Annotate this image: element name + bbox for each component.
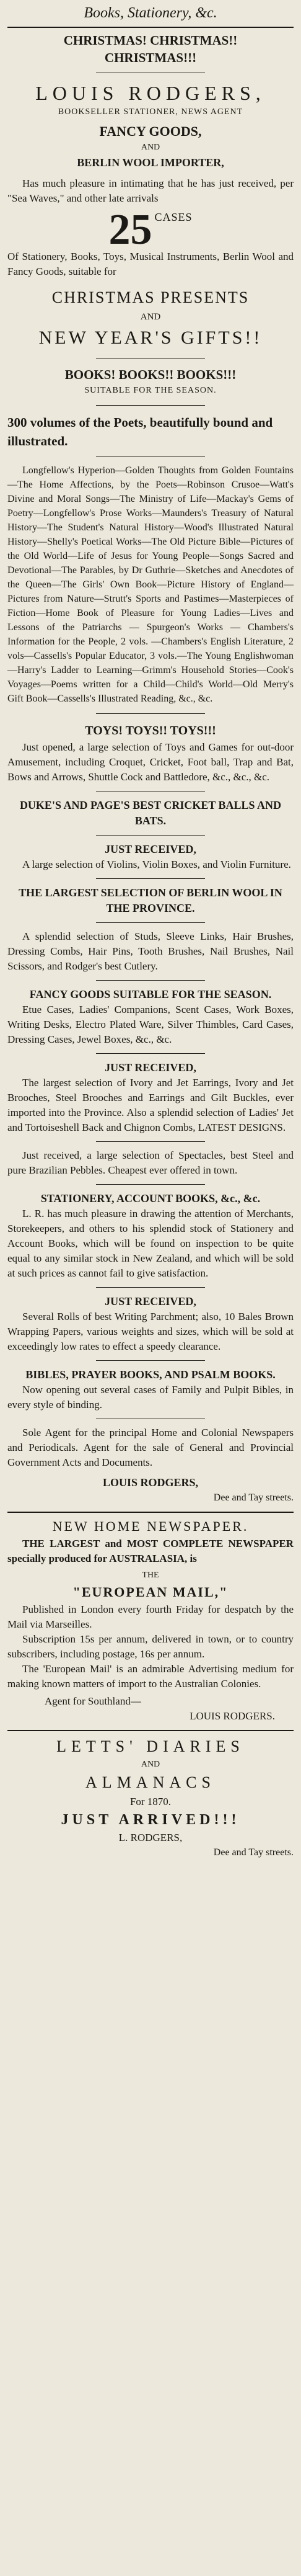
just-received-3: JUST RECEIVED,	[105, 1295, 196, 1308]
published-text: Published in London every fourth Friday for despatch by the Mail via Marseilles.	[7, 1603, 294, 1630]
new-years-gifts: NEW YEAR'S GIFTS!!	[38, 328, 263, 348]
rolls-text: Several Rolls of best Writing Parchment; also, 10 Bales Brown Wrapping Papers, various weights and sizes, which will be sold at exceedingly low rates to effect a speedy clearance.	[7, 1311, 294, 1352]
suitable-season: SUITABLE FOR THE SEASON.	[84, 386, 217, 395]
largest-newspaper: THE LARGEST and MOST COMPLETE NEWSPAPER specially produced for AUSTRALASIA, is	[7, 1538, 294, 1564]
spectacles-text: Just received, a large selection of Spectacles, best Steel and pure Brazilian Pebbles. Cheapest ever offered in town.	[7, 1149, 294, 1176]
toys-headline: TOYS! TOYS!! TOYS!!!	[85, 724, 216, 738]
rodgers-christmas-ad	[7, 32, 294, 1505]
signature: LOUIS RODGERS,	[102, 1476, 199, 1489]
poets-volumes: 300 volumes of the Poets, beautifully bound and illustrated.	[7, 415, 273, 448]
letts-diaries: LETTS' DIARIES	[56, 1737, 245, 1755]
etue-text: Etue Cases, Ladies' Companions, Scent Cases, Work Boxes, Writing Desks, Electro Plated Ware, Silver Thimbles, Card Cases, Dressing Cases, Jewel Boxes, &c., &c.	[7, 1004, 294, 1045]
just-received-1: JUST RECEIVED,	[105, 843, 196, 855]
divider	[7, 27, 294, 28]
divider	[96, 1360, 205, 1361]
letts-diaries-ad	[7, 1735, 294, 1860]
merchant-name: LOUIS RODGERS,	[35, 82, 266, 104]
signature-3: L. RODGERS,	[118, 1832, 183, 1843]
divider	[96, 1184, 205, 1185]
cases-count: 25	[108, 206, 152, 254]
european-mail-name: "EUROPEAN MAIL,"	[72, 1584, 229, 1600]
cases-word: CASES	[154, 211, 193, 223]
merchant-trade: BOOKSELLER STATIONER, NEWS AGENT	[58, 107, 243, 117]
fancy-goods-headline: FANCY GOODS SUITABLE FOR THE SEASON.	[29, 988, 272, 1001]
and-word-2: AND	[140, 312, 161, 322]
divider	[7, 1730, 294, 1731]
studs-text: A splendid selection of Studs, Sleeve Links, Hair Brushes, Dressing Combs, Hair Pins, Tooth Brushes, Nail Brushes, Nail Scissors, and Rodger's best Cutlery.	[7, 930, 294, 972]
bibles-text: Now opening out several cases of Family and Pulpit Bibles, in every style of binding.	[7, 1384, 294, 1411]
divider	[96, 1141, 205, 1142]
european-mail-ad	[7, 1517, 294, 1724]
fancy-goods: FANCY GOODS,	[99, 123, 202, 139]
divider	[96, 1053, 205, 1054]
divider	[96, 980, 205, 981]
and-word: AND	[141, 143, 160, 152]
stationery-headline: STATIONERY, ACCOUNT BOOKS, &c., &c.	[40, 1192, 261, 1205]
christmas-headline: CHRISTMAS! CHRISTMAS!!	[63, 33, 238, 48]
cricket-headline: DUKE'S AND PAGE'S BEST CRICKET BALLS AND BATS.	[19, 799, 282, 827]
book-list: Longfellow's Hyperion—Golden Thoughts from Golden Fountains—The Home Affections, by the Poets—Robinson Crusoe—Watt's Divine and Moral Songs—The Ministry of Life—Mackay's Gems of Poetry—Longfellow's Prose Works—Maunders's Treasury of Natural History—The Student's Natural History—Wood's Illustrated Natural History—Shelly's Poetical Works—The Old Picture Bible—Pictures of the Old World—Life of Jesus for Young People—Songs Sacred and Devotional—The Parables, by Dr Guthrie—Sketches and Anecdotes of the Queen—The Girls' Own Book—Picture History of England—Pictures from Nature—Strutt's Sports and Pastimes—Masterpieces of Fiction—Home Book of Pleasure for Young Ladies—Lives and Lessons of the Patriarchs — Spurgeon's Works — Chambers's Information for the People, 2 vols. —Chambers's English Literature, 2 vols—Cassells's Popular Educator, 3 vols.—The Young Englishwoman—Harry's Ladder to Learning—Grimm's Household Stories—Cook's Voyages—Poems written for a Child—Child's World—Old Merry's Gift Book—Cassells's Illustrated Reading, &c., &c.	[7, 465, 294, 704]
divider	[96, 878, 205, 879]
just-received-2: JUST RECEIVED,	[105, 1061, 196, 1074]
divider	[96, 713, 205, 714]
intro-text: Has much pleasure in intimating that he has just received, per "Sea Waves," and other late arrivals	[7, 177, 294, 204]
and-word-3: AND	[141, 1760, 160, 1769]
advertising-text: The 'European Mail' is an admirable Advertising medium for making known matters of import to the Australian Colonies.	[7, 1663, 294, 1690]
the-word: THE	[142, 1571, 159, 1580]
signature-2: LOUIS RODGERS.	[190, 1710, 275, 1722]
agent-text: Sole Agent for the principal Home and Colonial Newspapers and Periodicals. Agent for the sale of General and Provincial Government Acts and Documents.	[7, 1427, 294, 1468]
just-arrived: JUST ARRIVED!!!	[61, 1812, 240, 1828]
ivory-text: The largest selection of Ivory and Jet Earrings, Ivory and Jet Brooches, Steel Brooches and Earrings and Gilt Buckles, ever imported into the Province. Also a splendid selection of Ladies' Jet and Tortoiseshell Back and Chignon Combs, LATEST DESIGNS.	[7, 1077, 294, 1133]
subscription-text: Subscription 15s per annum, delivered in town, or to country subscribers, including postage, 16s per annum.	[7, 1633, 294, 1660]
christmas-headline-2: CHRISTMAS!!!	[104, 50, 197, 65]
new-home-newspaper: NEW HOME NEWSPAPER.	[52, 1518, 249, 1534]
divider	[96, 405, 205, 406]
for-year: For 1870.	[129, 1796, 172, 1807]
toys-text: Just opened, a large selection of Toys and Games for out-door Amusement, including Croquet, Cricket, Foot ball, Trap and Bat, Bows and Arrows, Shuttle Cock and Battledore, &c., &c., &c.	[7, 741, 294, 783]
almanacs: ALMANACS	[85, 1773, 216, 1791]
divider	[96, 922, 205, 923]
address-3: Dee and Tay streets.	[213, 1847, 294, 1858]
cases-text: Of Stationery, Books, Toys, Musical Instruments, Berlin Wool and Fancy Goods, suitable for	[7, 251, 294, 277]
berlin-wool-importer: BERLIN WOOL IMPORTER,	[77, 156, 224, 169]
section-header: Books, Stationery, &c.	[84, 5, 217, 21]
divider	[96, 1287, 205, 1288]
books-headline: BOOKS! BOOKS!! BOOKS!!!	[64, 367, 237, 382]
lr-text: L. R. has much pleasure in drawing the attention of Merchants, Storekeepers, and others to his splendid stock of Stationery and Account Books, which will be found on inspection to be quite equal to any similar stock in New Zealand, and which will be sold at such prices as cannot fail to give satisfaction.	[7, 1208, 294, 1279]
address: Dee and Tay streets.	[213, 1492, 294, 1503]
agent-southland: Agent for Southland—	[45, 1695, 141, 1707]
divider	[7, 1512, 294, 1513]
berlin-wool-headline: THE LARGEST SELECTION OF BERLIN WOOL IN THE PROVINCE.	[19, 886, 282, 914]
bibles-headline: BIBLES, PRAYER BOOKS, AND PSALM BOOKS.	[25, 1368, 276, 1381]
christmas-presents: CHRISTMAS PRESENTS	[51, 288, 250, 306]
divider	[96, 835, 205, 836]
violins-text: A large selection of Violins, Violin Boxes, and Violin Furniture.	[22, 858, 291, 870]
